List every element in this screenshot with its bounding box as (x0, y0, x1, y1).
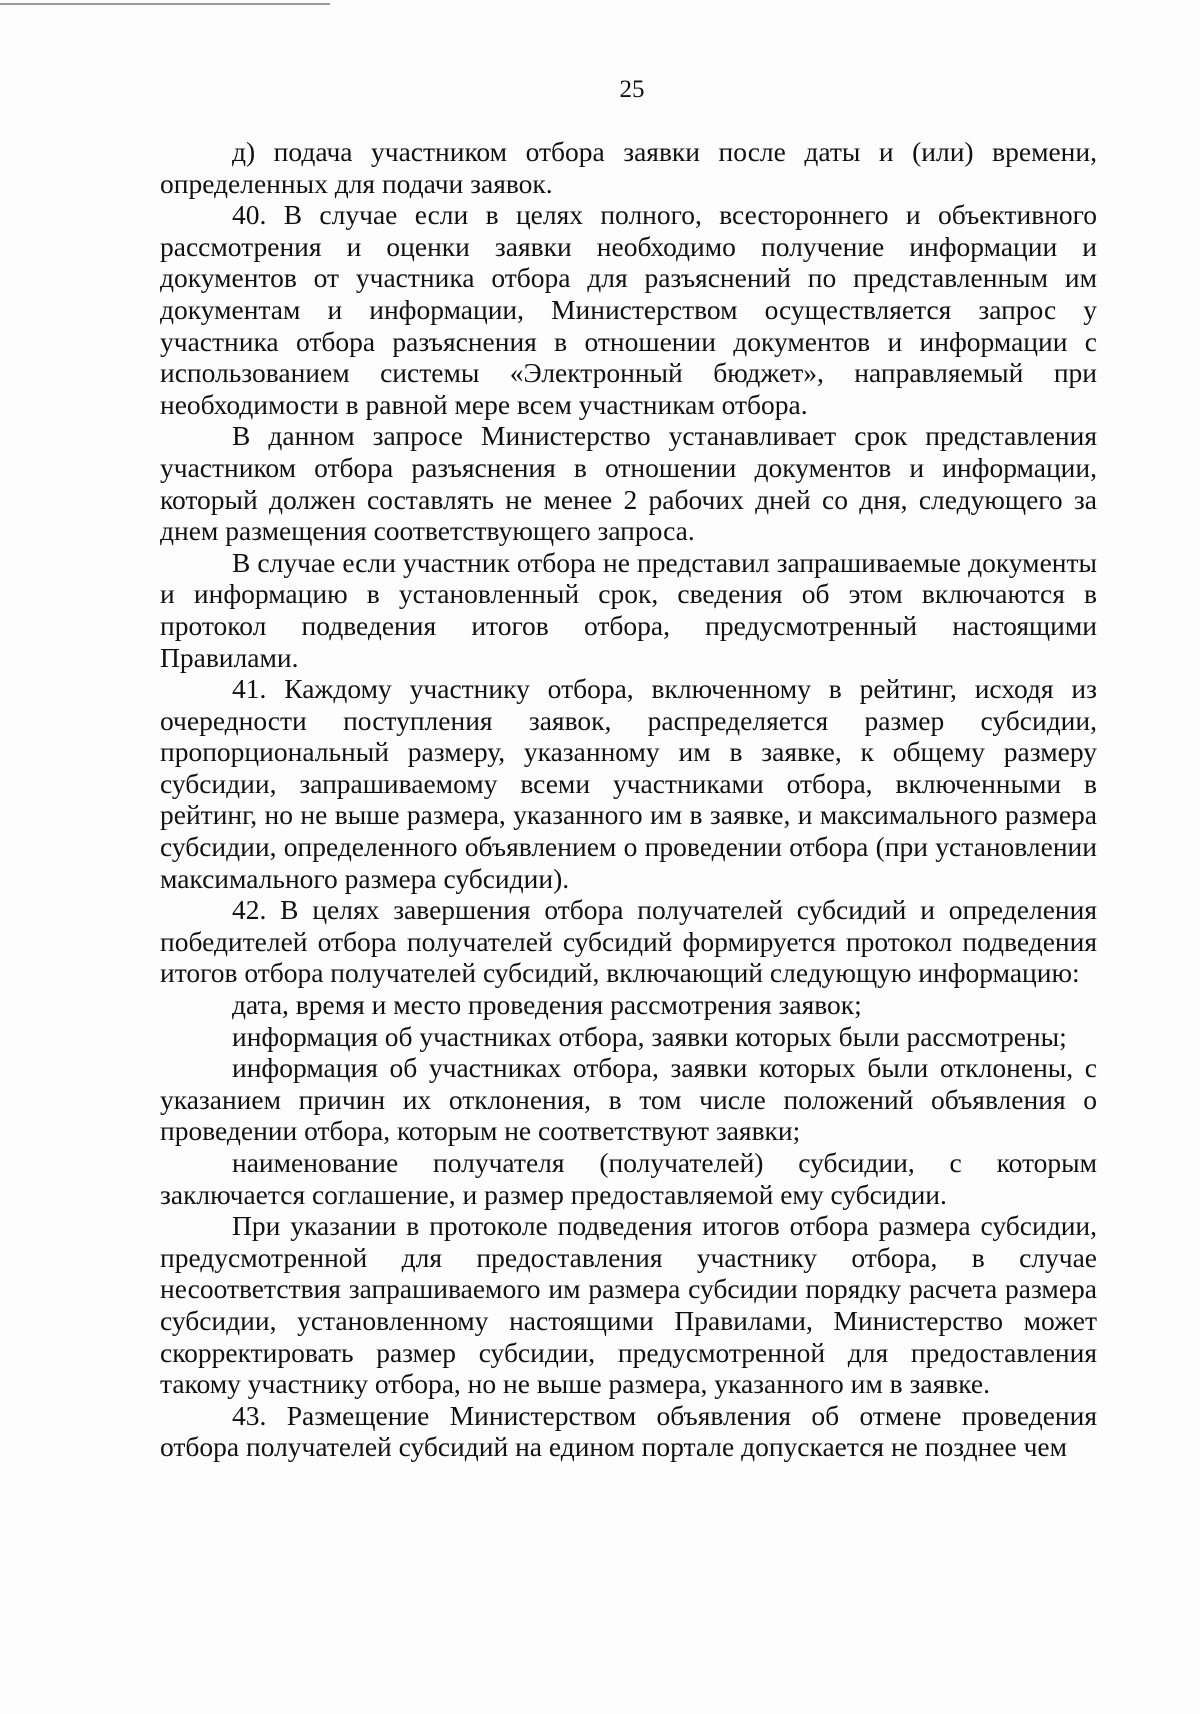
paragraph-subitem-d: д) подача участником отбора заявки после даты и (или) времени, определенных для подачи заявок. (160, 136, 1097, 199)
paragraph-42-item-recipient: наименование получателя (получателей) субсидии, с которым заключается соглашение, и размер предоставляемой ему субсидии. (160, 1147, 1097, 1210)
page-number: 25 (619, 76, 645, 103)
paragraph-42-item-rejected: информация об участниках отбора, заявки которых были отклонены, с указанием причин их отклонения, в том числе положений объявления о проведении отбора, которым не соответствуют заявки; (160, 1052, 1097, 1147)
paragraph-42-correction: При указании в протоколе подведения итогов отбора размера субсидии, предусмотренной для предоставления участнику отбора, в случае несоответствия запрашиваемого им размера субсидии порядку расчета размера субсидии, установленному настоящими Правилами, Министерство может скорректировать размер субсидии, предусмотренной для предоставления такому участнику отбора, но не выше размера, указанного им в заявке. (160, 1210, 1097, 1400)
paragraph-41: 41. Каждому участнику отбора, включенному в рейтинг, исходя из очередности поступления заявок, распределяется размер субсидии, пропорциональный размеру, указанному им в заявке, к общему размеру субсидии, запрашиваемому всеми участниками отбора, включенными в рейтинг, но не выше размера, указанного им в заявке, и максимального размера субсидии, определенного объявлением о проведении отбора (при установлении максимального размера субсидии). (160, 673, 1097, 894)
paragraph-43: 43. Размещение Министерством объявления об отмене проведения отбора получателей субсидий на едином портале допускается не позднее чем (160, 1399, 1097, 1463)
scan-edge-line (0, 3, 330, 5)
paragraph-40-request-deadline: В данном запросе Министерство устанавливает срок представления участником отбора разъяснения в отношении документов и информации, который должен составлять не менее 2 рабочих дней со дня, следующего за днем размещения соответствующего запроса. (160, 420, 1097, 547)
paragraph-42: 42. В целях завершения отбора получателей субсидий и определения победителей отбора получателей субсидий формируется протокол подведения итогов отбора получателей субсидий, включающий следующую информацию: (160, 894, 1097, 989)
document-body (160, 136, 1097, 1463)
paragraph-42-item-reviewed: информация об участниках отбора, заявки которых были рассмотрены; (232, 1020, 1067, 1052)
paragraph-40: 40. В случае если в целях полного, всестороннего и объективного рассмотрения и оценки заявки необходимо получение информации и документов от участника отбора для разъяснений по представленным им документам и информации, Министерством осуществляется запрос у участника отбора разъяснения в отношении документов и информации с использованием системы «Электронный бюджет», направляемый при необходимости в равной мере всем участникам отбора. (160, 199, 1097, 420)
paragraph-40-not-provided: В случае если участник отбора не представил запрашиваемые документы и информацию в установленный срок, сведения об этом включаются в протокол подведения итогов отбора, предусмотренный настоящими Правилами. (160, 546, 1097, 673)
paragraph-42-item-date: дата, время и место проведения рассмотрения заявок; (232, 989, 862, 1021)
